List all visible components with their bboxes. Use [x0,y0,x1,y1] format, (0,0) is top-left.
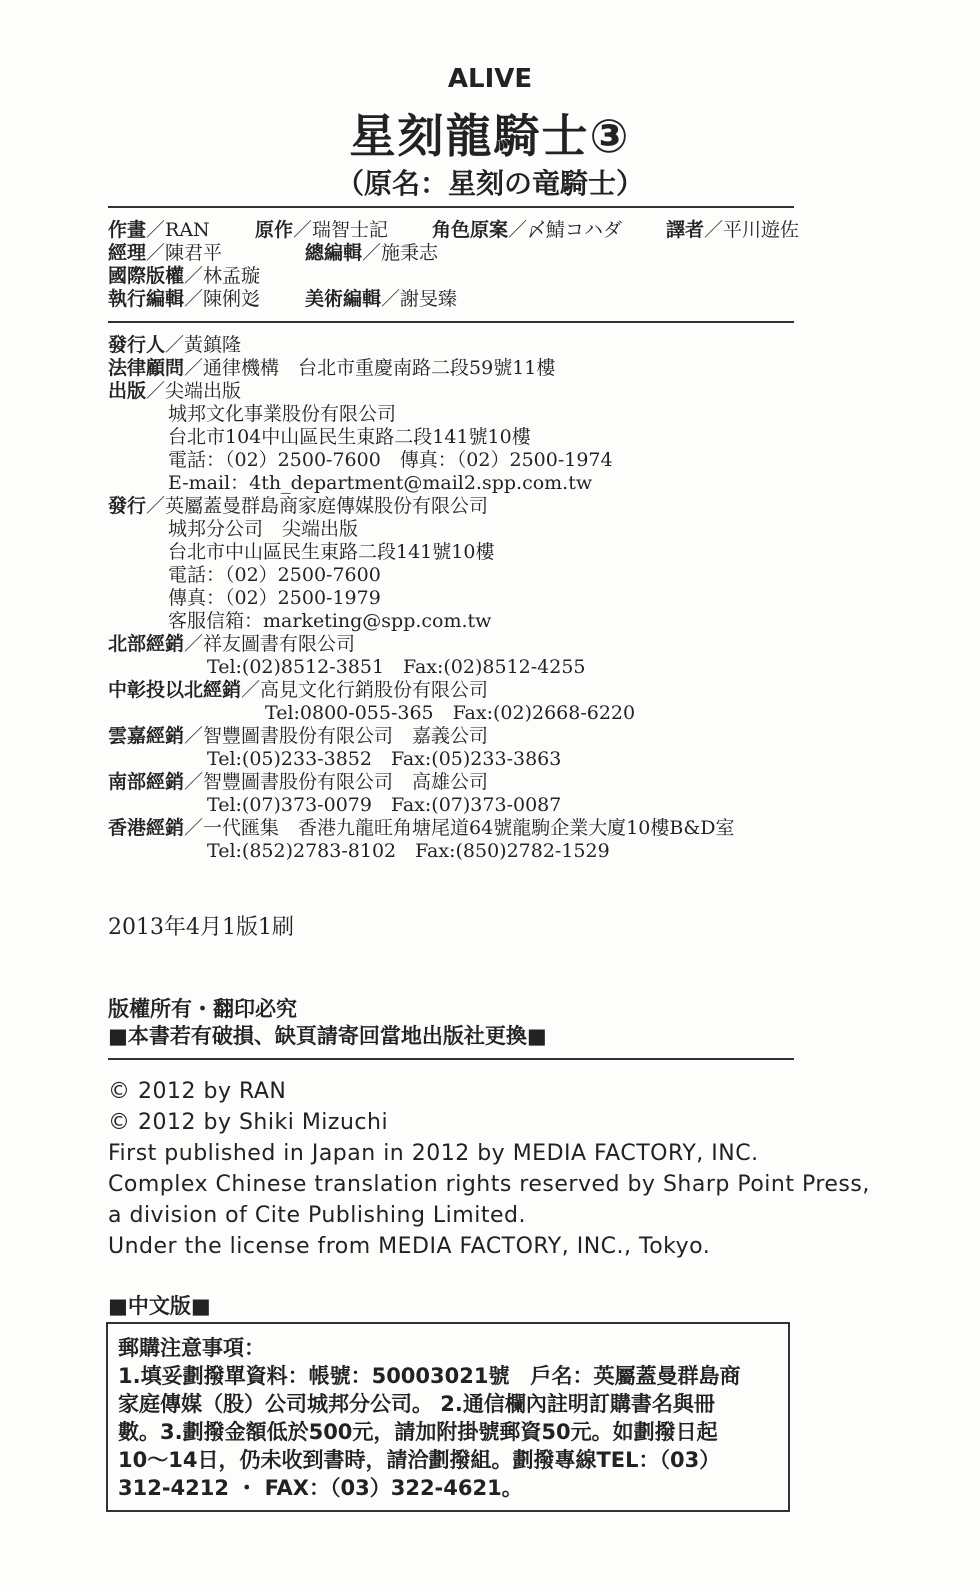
staff-role: 角色原案 [432,219,509,241]
staff-row-1d [666,219,799,242]
staff-row-1 [108,219,210,242]
issuer-label: 發行人 [108,334,166,356]
staff-name: ／陳俐彣 [184,288,261,310]
staff-row-2b [305,242,438,265]
distribute-label: 發行 [108,495,147,517]
mail-order-line: 312-4212 ・ FAX：（03）322-4621。 [118,1476,523,1500]
central-value: ／高見文化行銷股份有限公司 [241,679,489,701]
north-label: 北部經銷 [108,633,185,655]
yunjia-label: 雲嘉經銷 [108,725,185,747]
publish-detail: 台北市104中山區民生東路二段141號10樓 [168,426,531,448]
distribute-line [108,495,488,518]
staff-name: ／〆鯖コハダ [508,219,623,241]
staff-row-2 [108,242,222,265]
publish-value: ／尖端出版 [146,380,242,402]
staff-role: 執行編輯 [108,288,185,310]
hk-dist-line [108,817,734,840]
staff-name: ／陳君平 [146,242,223,264]
staff-role: 國際版權 [108,265,185,287]
copyright-line: Complex Chinese translation rights reserved by Sharp Point Press, [108,1172,870,1197]
staff-name: ／施秉志 [362,242,439,264]
copyright-line: © 2012 by Shiki Mizuchi [108,1110,389,1135]
legal-value: ／通律機構 台北市重慶南路二段59號11樓 [184,357,556,379]
print-date: 2013年4月1版1刷 [108,915,294,940]
copyright-line: First published in Japan in 2012 by MEDIA FACTORY, INC. [108,1141,759,1166]
staff-name: ／平川遊佐 [704,219,800,241]
distribute-detail: 電話：（02）2500-7600 [168,564,381,586]
book-title: 星刻龍騎士③ [349,109,631,163]
south-value: ／智豐圖書股份有限公司 高雄公司 [184,771,489,793]
publish-email: E-mail：4th_department@mail2.spp.com.tw [168,472,593,494]
staff-row-4 [108,288,260,311]
central-label: 中彰投以北經銷 [108,679,242,701]
legal-line [108,357,555,380]
yunjia-dist-line [108,725,488,748]
south-dist-line [108,771,488,794]
distribute-detail: 傳真：（02）2500-1979 [168,587,381,609]
staff-role: 總編輯 [305,242,363,264]
central-tel: Tel:0800-055-365 Fax:(02)2668-6220 [265,702,636,724]
north-dist-line [108,633,355,656]
distribute-detail: 台北市中山區民生東路二段141號10樓 [168,541,495,563]
publish-label: 出版 [108,380,147,402]
north-value: ／祥友圖書有限公司 [184,633,356,655]
staff-role: 美術編輯 [305,288,382,310]
staff-name: ／林孟璇 [184,265,261,287]
yunjia-tel: Tel:(05)233-3852 Fax:(05)233-3863 [207,748,562,770]
issuer-line [108,334,241,357]
distribute-value: ／英屬蓋曼群島商家庭傳媒股份有限公司 [146,495,489,517]
divider-rights [108,1058,794,1060]
mail-order-line: 1.填妥劃撥單資料：帳號：50003021號 戶名：英屬蓋曼群島商 [118,1364,741,1388]
mail-order-line: 數。3.劃撥金額低於500元，請加附掛號郵資50元。如劃撥日起 [118,1420,718,1444]
issuer-value: ／黃鎮隆 [165,334,242,356]
south-tel: Tel:(07)373-0079 Fax:(07)373-0087 [207,794,562,816]
yunjia-value: ／智豐圖書股份有限公司 嘉義公司 [184,725,489,747]
north-tel: Tel:(02)8512-3851 Fax:(02)8512-4255 [207,656,586,678]
original-title: （原名：星刻の竜騎士） [335,167,644,200]
replacement-notice: ■本書若有破損、缺頁請寄回當地出版社更換■ [108,1024,547,1048]
staff-role: 作畫 [108,219,147,241]
hk-label: 香港經銷 [108,817,185,839]
mail-order-line: 10～14日，仍未收到書時，請洽劃撥組。劃撥專線TEL：（03） [118,1448,721,1472]
staff-row-1c [432,219,622,242]
staff-name: ／謝旻臻 [381,288,458,310]
publish-detail: 電話：（02）2500-7600 傳真：（02）2500-1974 [168,449,613,471]
staff-role: 譯者 [666,219,705,241]
staff-row-4b [305,288,457,311]
divider-staff [108,321,794,323]
chinese-edition-label: ■中文版■ [108,1294,211,1318]
copyright-line: © 2012 by RAN [108,1079,287,1104]
staff-role: 原作 [255,219,294,241]
rights-reserved: 版權所有・翻印必究 [108,997,297,1021]
mail-order-title: 郵購注意事項： [118,1336,265,1360]
publish-detail: 城邦文化事業股份有限公司 [168,403,397,425]
distribute-detail: 城邦分公司 尖端出版 [168,518,359,540]
mail-order-line: 家庭傳媒（股）公司城邦分公司。 2.通信欄內註明訂購書名與冊 [118,1392,715,1416]
distribute-email: 客服信箱：marketing@spp.com.tw [168,610,492,632]
hk-value: ／一代匯集 香港九龍旺角塘尾道64號龍駒企業大廈10樓B&D室 [184,817,735,839]
staff-row-3 [108,265,260,288]
legal-label: 法律顧問 [108,357,185,379]
staff-row-1b [255,219,388,242]
copyright-line: a division of Cite Publishing Limited. [108,1203,526,1228]
publish-line [108,380,241,403]
series-name: ALIVE [447,64,533,94]
staff-role: 經理 [108,242,147,264]
south-label: 南部經銷 [108,771,185,793]
staff-name: ／瑞智士記 [293,219,389,241]
central-dist-line [108,679,488,702]
divider-top [108,206,794,208]
copyright-line: Under the license from MEDIA FACTORY, INC., Tokyo. [108,1234,711,1259]
staff-name: ／RAN [146,219,210,241]
hk-tel: Tel:(852)2783-8102 Fax:(850)2782-1529 [207,840,610,862]
